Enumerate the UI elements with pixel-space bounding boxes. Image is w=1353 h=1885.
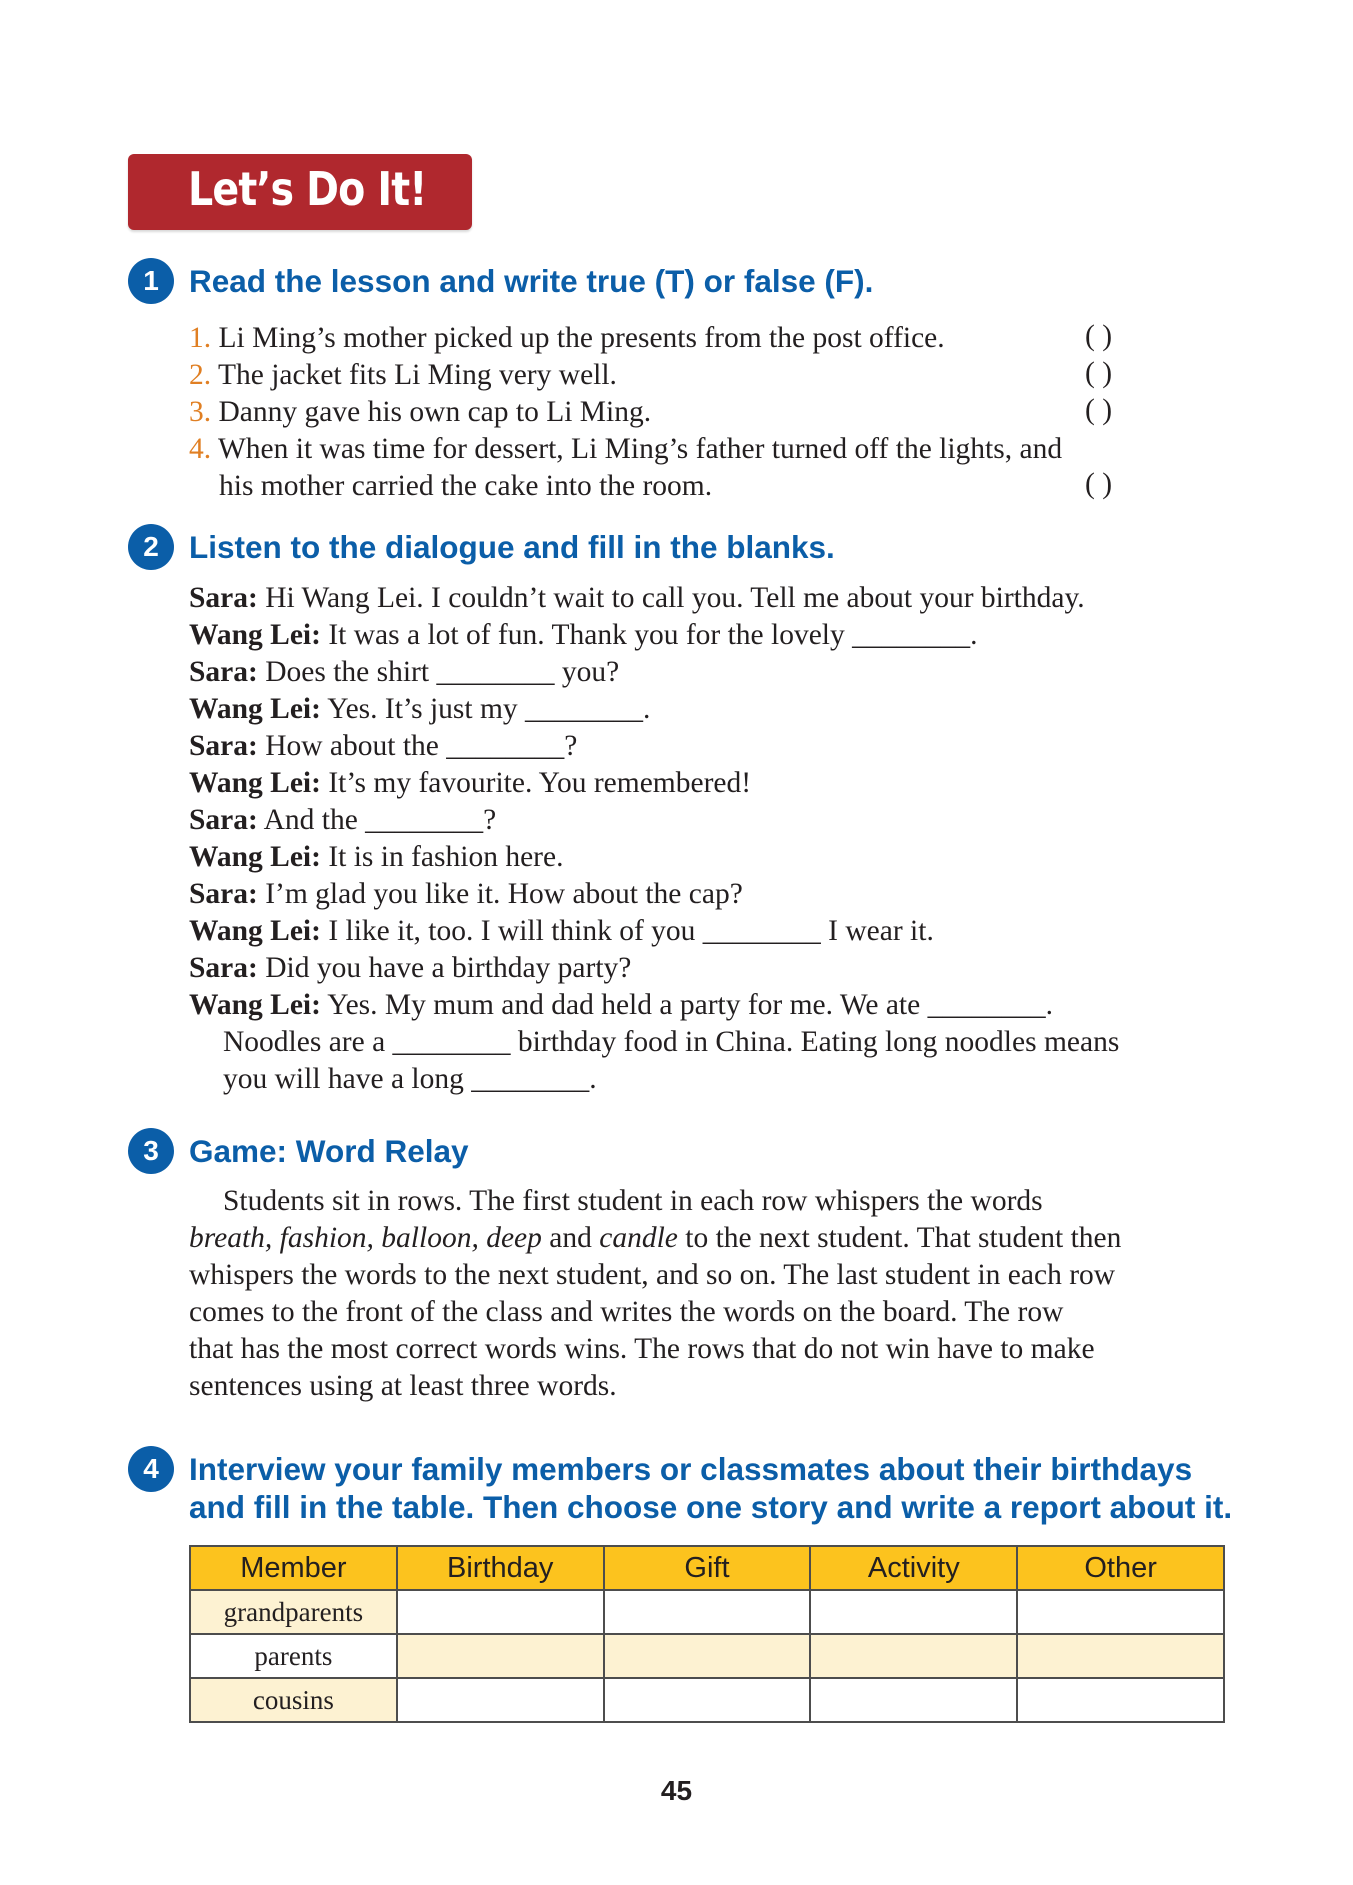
- speaker-name: Sara:: [189, 878, 258, 910]
- game-paragraph-line: whispers the words to the next student, and so on. The last student in each row: [189, 1259, 1116, 1291]
- table-cell[interactable]: [1017, 1590, 1224, 1634]
- table-cell[interactable]: [1017, 1634, 1224, 1678]
- speaker-name: Sara:: [189, 656, 258, 688]
- page-number: 45: [660, 1775, 693, 1806]
- banner-title: Let’s Do It!: [188, 162, 427, 216]
- lets-do-it-banner: [128, 154, 472, 230]
- dialogue-line: [189, 765, 751, 802]
- table-cell[interactable]: [397, 1678, 604, 1722]
- table-header-row: [190, 1546, 1224, 1590]
- table-cell[interactable]: [397, 1590, 604, 1634]
- section-4-number: 4: [128, 1446, 174, 1492]
- column-header: Birthday: [397, 1546, 604, 1590]
- dialogue-text: It is in fashion here.: [320, 841, 564, 873]
- dialogue-line: [189, 580, 1085, 617]
- section-1-number: 1: [128, 258, 174, 304]
- table-cell[interactable]: [604, 1634, 811, 1678]
- speaker-name: Sara:: [189, 952, 258, 984]
- speaker-name: Sara:: [189, 804, 258, 836]
- dialogue-text: Yes. It’s just my ________.: [320, 693, 651, 725]
- dialogue-text: I’m glad you like it. How about the cap?: [257, 878, 743, 910]
- interview-table: [189, 1545, 1225, 1723]
- game-paragraph-line: Students sit in rows. The first student in each row whispers the words: [223, 1185, 1043, 1217]
- dialogue-text: Yes. My mum and dad held a party for me. We ate ________.: [320, 989, 1053, 1021]
- table-cell[interactable]: [810, 1634, 1017, 1678]
- speaker-name: Wang Lei:: [189, 915, 321, 947]
- speaker-name: Sara:: [189, 582, 258, 614]
- tf-item-4-continued: his mother carried the cake into the room.: [219, 470, 713, 502]
- tf-item-text: When it was time for dessert, Li Ming’s father turned off the lights, and: [217, 433, 1063, 465]
- table-cell[interactable]: [1017, 1678, 1224, 1722]
- speaker-name: Sara:: [189, 730, 258, 762]
- dialogue-text: And the ________?: [257, 804, 497, 836]
- section-1-heading: Read the lesson and write true (T) or false (F).: [189, 263, 874, 299]
- answer-parentheses: ( ): [1085, 468, 1113, 500]
- tf-item-number: 1.: [189, 322, 212, 354]
- table-cell[interactable]: [397, 1634, 604, 1678]
- section-4-heading-line2: and fill in the table. Then choose one story and write a report about it.: [189, 1489, 1233, 1525]
- dialogue-text: It’s my favourite. You remembered!: [320, 767, 752, 799]
- table-cell[interactable]: [810, 1590, 1017, 1634]
- dialogue-line: [189, 839, 563, 876]
- game-paragraph-line: that has the most correct words wins. The rows that do not win have to make: [189, 1333, 1095, 1365]
- table-cell[interactable]: [604, 1590, 811, 1634]
- tf-item-3: [189, 394, 651, 431]
- table-row: [190, 1678, 1224, 1722]
- game-paragraph-line: sentences using at least three words.: [189, 1370, 617, 1402]
- tf-item-number: 3.: [189, 396, 212, 428]
- tf-item-text: Li Ming’s mother picked up the presents from the post office.: [218, 322, 945, 354]
- speaker-name: Wang Lei:: [189, 693, 321, 725]
- italic-word: candle: [599, 1222, 678, 1254]
- table-cell[interactable]: [604, 1678, 811, 1722]
- answer-parentheses: ( ): [1085, 320, 1113, 352]
- section-4-heading-line1: Interview your family members or classmates about their birthdays: [189, 1451, 1193, 1487]
- game-paragraph-line: [189, 1220, 1121, 1257]
- section-2-heading: Listen to the dialogue and fill in the blanks.: [189, 529, 835, 565]
- dialogue-text: I like it, too. I will think of you ________ I wear it.: [320, 915, 934, 947]
- section-2-number: 2: [128, 524, 174, 570]
- tf-item-text: The jacket fits Li Ming very well.: [217, 359, 617, 391]
- column-header: Other: [1017, 1546, 1224, 1590]
- tf-item-4: [189, 431, 1062, 468]
- speaker-name: Wang Lei:: [189, 767, 321, 799]
- dialogue-text: Hi Wang Lei. I couldn’t wait to call you. Tell me about your birthday.: [257, 582, 1085, 614]
- tf-item-text: Danny gave his own cap to Li Ming.: [218, 396, 652, 428]
- text: and: [541, 1222, 600, 1254]
- answer-parentheses: ( ): [1085, 357, 1113, 389]
- dialogue-line: [189, 802, 496, 839]
- speaker-name: Wang Lei:: [189, 989, 321, 1021]
- section-3-number: 3: [128, 1128, 174, 1174]
- tf-item-number: 2.: [189, 359, 212, 391]
- section-3-heading: Game: Word Relay: [189, 1133, 469, 1169]
- italic-words: breath, fashion, balloon, deep: [189, 1222, 542, 1254]
- dialogue-line: [189, 950, 631, 987]
- tf-item-number: 4.: [189, 433, 212, 465]
- dialogue-line: [189, 728, 577, 765]
- dialogue-line: [189, 987, 1053, 1024]
- text: to the next student. That student then: [677, 1222, 1122, 1254]
- dialogue-text: Did you have a birthday party?: [257, 952, 632, 984]
- column-header: Member: [190, 1546, 397, 1590]
- dialogue-line: [189, 617, 978, 654]
- column-header: Gift: [604, 1546, 811, 1590]
- row-label: grandparents: [190, 1590, 397, 1634]
- dialogue-line: [189, 913, 934, 950]
- answer-parentheses: ( ): [1085, 394, 1113, 426]
- table-row: [190, 1590, 1224, 1634]
- tf-item-2: [189, 357, 617, 394]
- dialogue-line: [189, 654, 619, 691]
- row-label: cousins: [190, 1678, 397, 1722]
- dialogue-continuation: you will have a long ________.: [223, 1063, 597, 1095]
- row-label: parents: [190, 1634, 397, 1678]
- table-cell[interactable]: [810, 1678, 1017, 1722]
- dialogue-text: How about the ________?: [257, 730, 578, 762]
- dialogue-continuation: Noodles are a ________ birthday food in China. Eating long noodles means: [223, 1026, 1120, 1058]
- game-paragraph-line: comes to the front of the class and writes the words on the board. The row: [189, 1296, 1064, 1328]
- dialogue-line: [189, 876, 743, 913]
- tf-item-1: [189, 320, 945, 357]
- dialogue-text: It was a lot of fun. Thank you for the lovely ________.: [320, 619, 978, 651]
- column-header: Activity: [810, 1546, 1017, 1590]
- table-row: [190, 1634, 1224, 1678]
- speaker-name: Wang Lei:: [189, 619, 321, 651]
- dialogue-line: [189, 691, 650, 728]
- speaker-name: Wang Lei:: [189, 841, 321, 873]
- dialogue-text: Does the shirt ________ you?: [257, 656, 620, 688]
